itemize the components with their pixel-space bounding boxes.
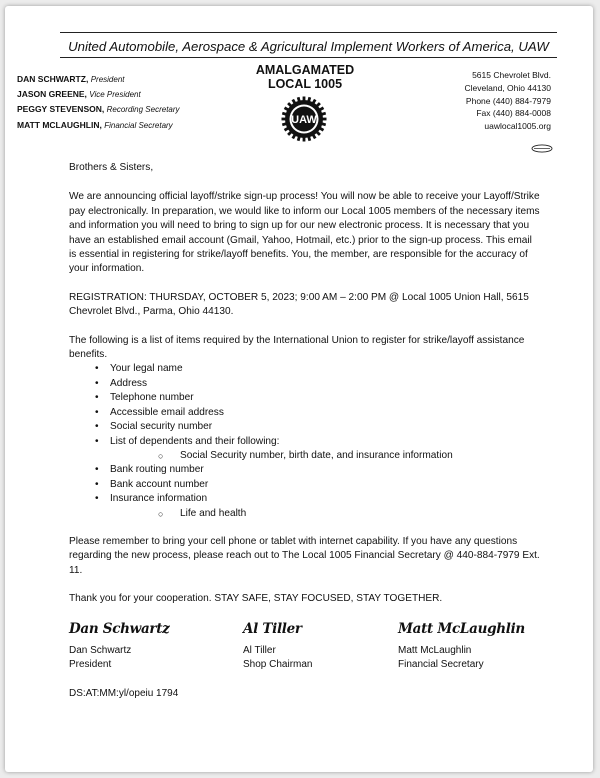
top-rule (60, 32, 557, 33)
sublist-item: ○ Life and health (69, 507, 541, 521)
gear-tooth (323, 118, 327, 121)
phone-line: Phone (440) 884-7979 (465, 95, 551, 106)
officers-list (17, 72, 180, 133)
letter-page (5, 6, 593, 772)
gear-tooth (303, 138, 306, 142)
signer-title: Financial Secretary (398, 659, 484, 670)
salutation: Brothers & Sisters, (69, 162, 154, 173)
local-title (220, 63, 390, 91)
insurance-sublist (69, 507, 541, 521)
gear-tooth (322, 112, 327, 116)
officer-title: Financial Secretary (104, 120, 173, 130)
signature-script: Al Tiller (243, 621, 302, 637)
officer-name: PEGGY STEVENSON, (17, 104, 105, 115)
signer-title: President (69, 659, 112, 670)
address-line: Cleveland, Ohio 44130 (464, 82, 551, 93)
list-item: • Accessible email address (69, 406, 541, 420)
signer-name: Al Tiller (243, 645, 276, 656)
gear-tooth (303, 97, 306, 101)
list-item: • Address (69, 377, 541, 391)
signature-financial-secretary (398, 622, 525, 672)
officer-line (17, 87, 180, 102)
local-line1: AMALGAMATED (255, 63, 355, 77)
signature-script: Dan Schwartz (69, 621, 170, 637)
list-item: • Telephone number (69, 391, 541, 405)
officer-name: JASON GREENE, (17, 89, 87, 100)
gear-tooth (282, 118, 286, 121)
dependents-sublist (69, 449, 541, 463)
officer-title: Vice President (89, 90, 141, 100)
officer-line (17, 102, 180, 117)
signer-name: Dan Schwartz (69, 645, 132, 656)
bottom-rule (60, 57, 557, 58)
logo-text: UAW (291, 114, 317, 126)
officer-name: DAN SCHWARTZ, (17, 74, 89, 84)
fax-line: Fax (440) 884-0008 (476, 108, 551, 119)
gear-tooth (307, 137, 311, 142)
gear-tooth (297, 97, 301, 102)
sublist-item: ○ Social Security number, birth date, and insurance information (69, 449, 541, 463)
uaw-logo (279, 94, 329, 144)
list-item: • List of dependents and their following: (69, 435, 541, 449)
union-bug-icon (531, 144, 553, 153)
gear-tooth (322, 122, 327, 126)
gear-tooth (307, 97, 311, 102)
reminder-paragraph: Please remember to bring your cell phone or tablet with internet capability. If you have any questions regarding the new process, please reach out to The Local 1005 Financial Secretary @ 440-884-7979 Ext. 11. (69, 535, 540, 576)
signature-script: Matt McLaughlin (398, 621, 525, 637)
officer-name: MATT MCLAUGHLIN, (17, 119, 102, 130)
gear-tooth (282, 112, 287, 116)
signature-shop-chairman (243, 622, 312, 672)
local-line2: LOCAL 1005 (267, 77, 343, 91)
thanks-line: Thank you for your cooperation. STAY SAFE, STAY FOCUSED, STAY TOGETHER. (69, 593, 443, 605)
list-item: • Your legal name (69, 362, 541, 376)
letter-body (69, 161, 541, 619)
union-name: United Automobile, Aerospace & Agricultural Implement Workers of America, UAW (68, 39, 549, 54)
list-item: • Bank account number (69, 478, 541, 492)
list-item: • Bank routing number (69, 463, 541, 477)
gear-tooth (282, 122, 287, 126)
typist-initials: DS:AT:MM:yl/opeiu 1794 (69, 688, 179, 699)
list-intro: The following is a list of items required by the International Union to register for strike/layoff assistance benefits. (69, 334, 525, 361)
signature-president (69, 622, 170, 672)
address-line: 5615 Chevrolet Blvd. (472, 70, 551, 80)
registration-paragraph: REGISTRATION: THURSDAY, OCTOBER 5, 2023; 9:00 AM – 2:00 PM @ Local 1005 Union Hall, 5615 Chevrolet Blvd., Parma, Ohio 44130. (69, 291, 529, 318)
officer-title: President (90, 75, 125, 84)
list-item: • Insurance information (69, 492, 541, 506)
gear-tooth (297, 137, 301, 142)
website-line: uawlocal1005.org (484, 121, 551, 132)
officer-line (17, 118, 180, 133)
intro-paragraph: We are announcing official layoff/strike sign-up process! You will now be able to receive your Layoff/Strike pay electronically. In preparation, we would like to inform our Local 1005 members of the necessary items and information you will need to bring to sign up for our new electronic process. It is necessary that you have an established email account (Gmail, Yahoo, Hotmail, etc.) prior to the sign-up process. This email is essential in registering for strike/layoff benefits. You, the member, are responsible for the accuracy of your information. (69, 191, 540, 275)
signature-block (69, 622, 541, 682)
union-address (465, 69, 551, 133)
signer-title: Shop Chairman (243, 659, 313, 670)
required-items-list (69, 362, 541, 520)
signer-name: Matt McLaughlin (398, 645, 472, 656)
list-item: • Social security number (69, 420, 541, 434)
officer-title: Recording Secretary (106, 105, 180, 115)
officer-line (17, 72, 180, 87)
